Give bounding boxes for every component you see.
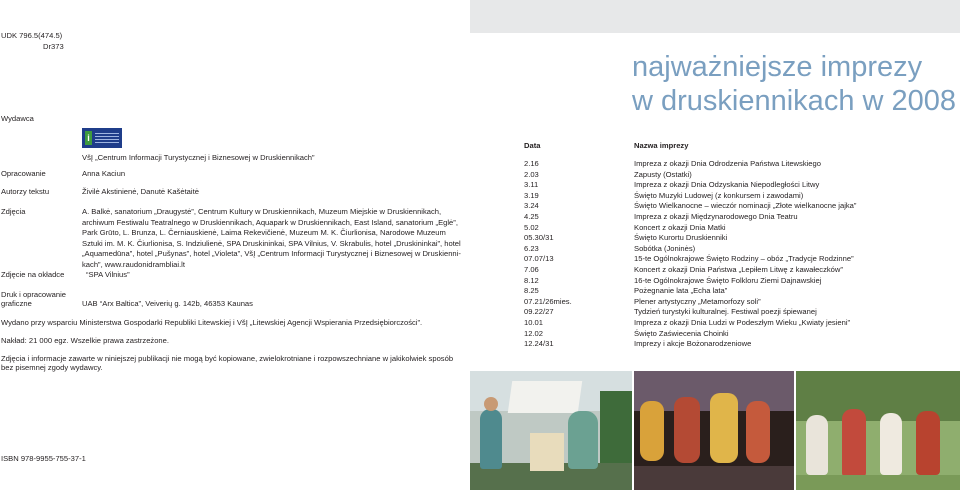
photos-credit-line: archiwum Festiwalu Teatralnego w Druskiennikach, Aquapark w Druskiennikach, East Island, sanatorium „Eglė”, — [82, 217, 458, 227]
event-name: 16-te Ogólnokrajowe Święto Folkloru Ziemi Dajnawskiej — [634, 275, 822, 285]
support-note: Wydano przy wsparciu Ministerstwa Gospodarki Republiki Litewskiej i VšĮ „Litewskiej Agencji Wspierania Przedsiębiorczości”. — [1, 318, 423, 327]
event-name: Sobótka (Joninės) — [634, 243, 696, 253]
event-date: 4.25 — [524, 212, 539, 221]
circulation-note: Nakład: 21 000 egz. Wszelkie prawa zastrzeżone. — [1, 336, 169, 345]
event-name: Święto Muzyki Ludowej (z konkursem i zawodami) — [634, 190, 804, 200]
event-date: 3.11 — [524, 180, 539, 190]
event-name: Święto Wielkanocne – wieczór nominacji „Złote wielkanocne jajka” — [634, 201, 857, 211]
copyright-line-2: bez pisemnej zgody wydawcy. — [1, 363, 103, 372]
event-name: Plener artystyczny „Metamorfozy soli” — [634, 296, 761, 306]
event-date: 05.30/31 — [524, 233, 554, 243]
photos-credit-line: kach”, www.raudonidrambliai.lt — [82, 259, 185, 269]
event-name: Święto Zaświecenia Choinki — [634, 328, 729, 338]
event-date: 7.06 — [524, 265, 539, 274]
event-date: 2.03 — [524, 169, 539, 179]
event-name: Tydzień turystyki kulturalnej. Festiwal poezji śpiewanej — [634, 307, 817, 317]
events-table — [524, 141, 954, 349]
event-name: Święto Kurortu Druskienniki — [634, 233, 728, 243]
event-date: 5.02 — [524, 222, 539, 232]
event-date: 07.21/26mies. — [524, 296, 572, 306]
cover-value: “SPA Vilnius” — [86, 270, 130, 279]
title-line-1: najważniejsze imprezy — [632, 51, 923, 83]
cit-logo-icon: i — [82, 128, 122, 148]
event-date: 3.24 — [524, 201, 539, 211]
isbn: ISBN 978-9955-755-37-1 — [1, 454, 86, 463]
copyright-line-1: Zdjęcia i informacje zawarte w niniejszej publikacji nie mogą być kopiowane, zwielokrotniane i rozpowszechniane w jakikolwiek sposób — [1, 354, 454, 363]
event-date: 8.25 — [524, 286, 539, 296]
event-name: Koncert z okazji Dnia Państwa „Lepiłem Litwę z kawałeczków” — [634, 265, 843, 274]
cover-label: Zdjęcie na okładce — [1, 270, 65, 279]
event-date: 10.01 — [524, 318, 544, 327]
authors-value: Živilė Akstinienė, Danutė Kašėtaitė — [82, 187, 199, 196]
photos-credit-line: A. Balkė, sanatorium „Draugystė”, Centrum Kultury w Druskiennikach, Muzeum Miejskie w Druskiennikach, — [82, 207, 442, 216]
photos-credit-line: Park Grūto, L. Brunza, L. Černiauskienė, Laima Rekevičienė, Muzeum M. K. Čiurlionisa, Narodowe Muzeum — [82, 228, 446, 238]
photos-label: Zdjęcia — [1, 207, 26, 216]
event-name: Impreza z okazji Dnia Odrodzenia Państwa Litewskiego — [634, 159, 821, 168]
catalog-code: Dr373 — [43, 42, 64, 51]
event-date: 6.23 — [524, 243, 539, 253]
event-name: Impreza z okazji Międzynarodowego Dnia Teatru — [634, 212, 798, 221]
publisher-value: VšĮ „Centrum Informacji Turystycznej i Biznesowej w Druskiennikach” — [82, 153, 315, 162]
print-label-2: graficzne — [1, 299, 32, 308]
authors-label: Autorzy tekstu — [1, 187, 50, 196]
print-value: UAB “Arx Baltica”, Veiverių g. 142b, 46353 Kaunas — [82, 299, 253, 308]
top-grey-block — [470, 0, 960, 33]
event-date: 12.24/31 — [524, 339, 554, 349]
event-date: 09.22/27 — [524, 307, 554, 317]
event-date: 07.07/13 — [524, 254, 554, 264]
photo-fountain-figures — [470, 371, 632, 490]
column-header-name: Nazwa imprezy — [634, 141, 689, 150]
editing-value: Anna Kaciun — [82, 169, 126, 178]
event-date: 2.16 — [524, 159, 539, 168]
udk-code: UDK 796.5(474.5) — [1, 31, 63, 40]
event-name: Pożegnanie lata „Echa lata” — [634, 286, 728, 296]
photos-credit-line: Sztuki im. M. K. Čiurlionisa, S. Indziulienė, SPA Druskininkai, SPA Vilnius, V. Skrabulis, hotel „Druskininkai”, hotel — [82, 238, 461, 248]
event-name: Impreza z okazji Dnia Odzyskania Niepodległości Litwy — [634, 180, 820, 190]
photos-credit-line: „Aquamedūna”, hotel „Pušynas”, hotel „Violeta”, VšĮ „Centrum Informacji Turystycznej i Biznesowej w Druskienni- — [82, 249, 461, 259]
event-name: Koncert z okazji Dnia Matki — [634, 222, 726, 232]
print-label: Druk i opracowanie — [1, 290, 66, 299]
page-title — [632, 50, 957, 118]
event-date: 3.19 — [524, 190, 539, 200]
event-date: 8.12 — [524, 275, 539, 285]
event-name: Impreza z okazji Dnia Ludzi w Podeszłym Wieku „Kwiaty jesieni” — [634, 318, 851, 327]
event-name: Zapusty (Ostatki) — [634, 169, 692, 179]
photo-folk-dancers — [796, 371, 960, 490]
event-date: 12.02 — [524, 328, 544, 338]
title-line-2: w druskiennikach w 2008 — [632, 85, 957, 117]
photos-credits — [82, 207, 461, 271]
publisher-label: Wydawca — [1, 114, 34, 123]
editing-label: Opracowanie — [1, 169, 46, 178]
column-header-date: Data — [524, 141, 541, 150]
photo-stage-performance — [634, 371, 794, 490]
event-name: Imprezy i akcje Bożonarodzeniowe — [634, 339, 752, 349]
event-name: 15-te Ogólnokrajowe Święto Rodziny – obóz „Tradycje Rodzinne” — [634, 254, 854, 264]
